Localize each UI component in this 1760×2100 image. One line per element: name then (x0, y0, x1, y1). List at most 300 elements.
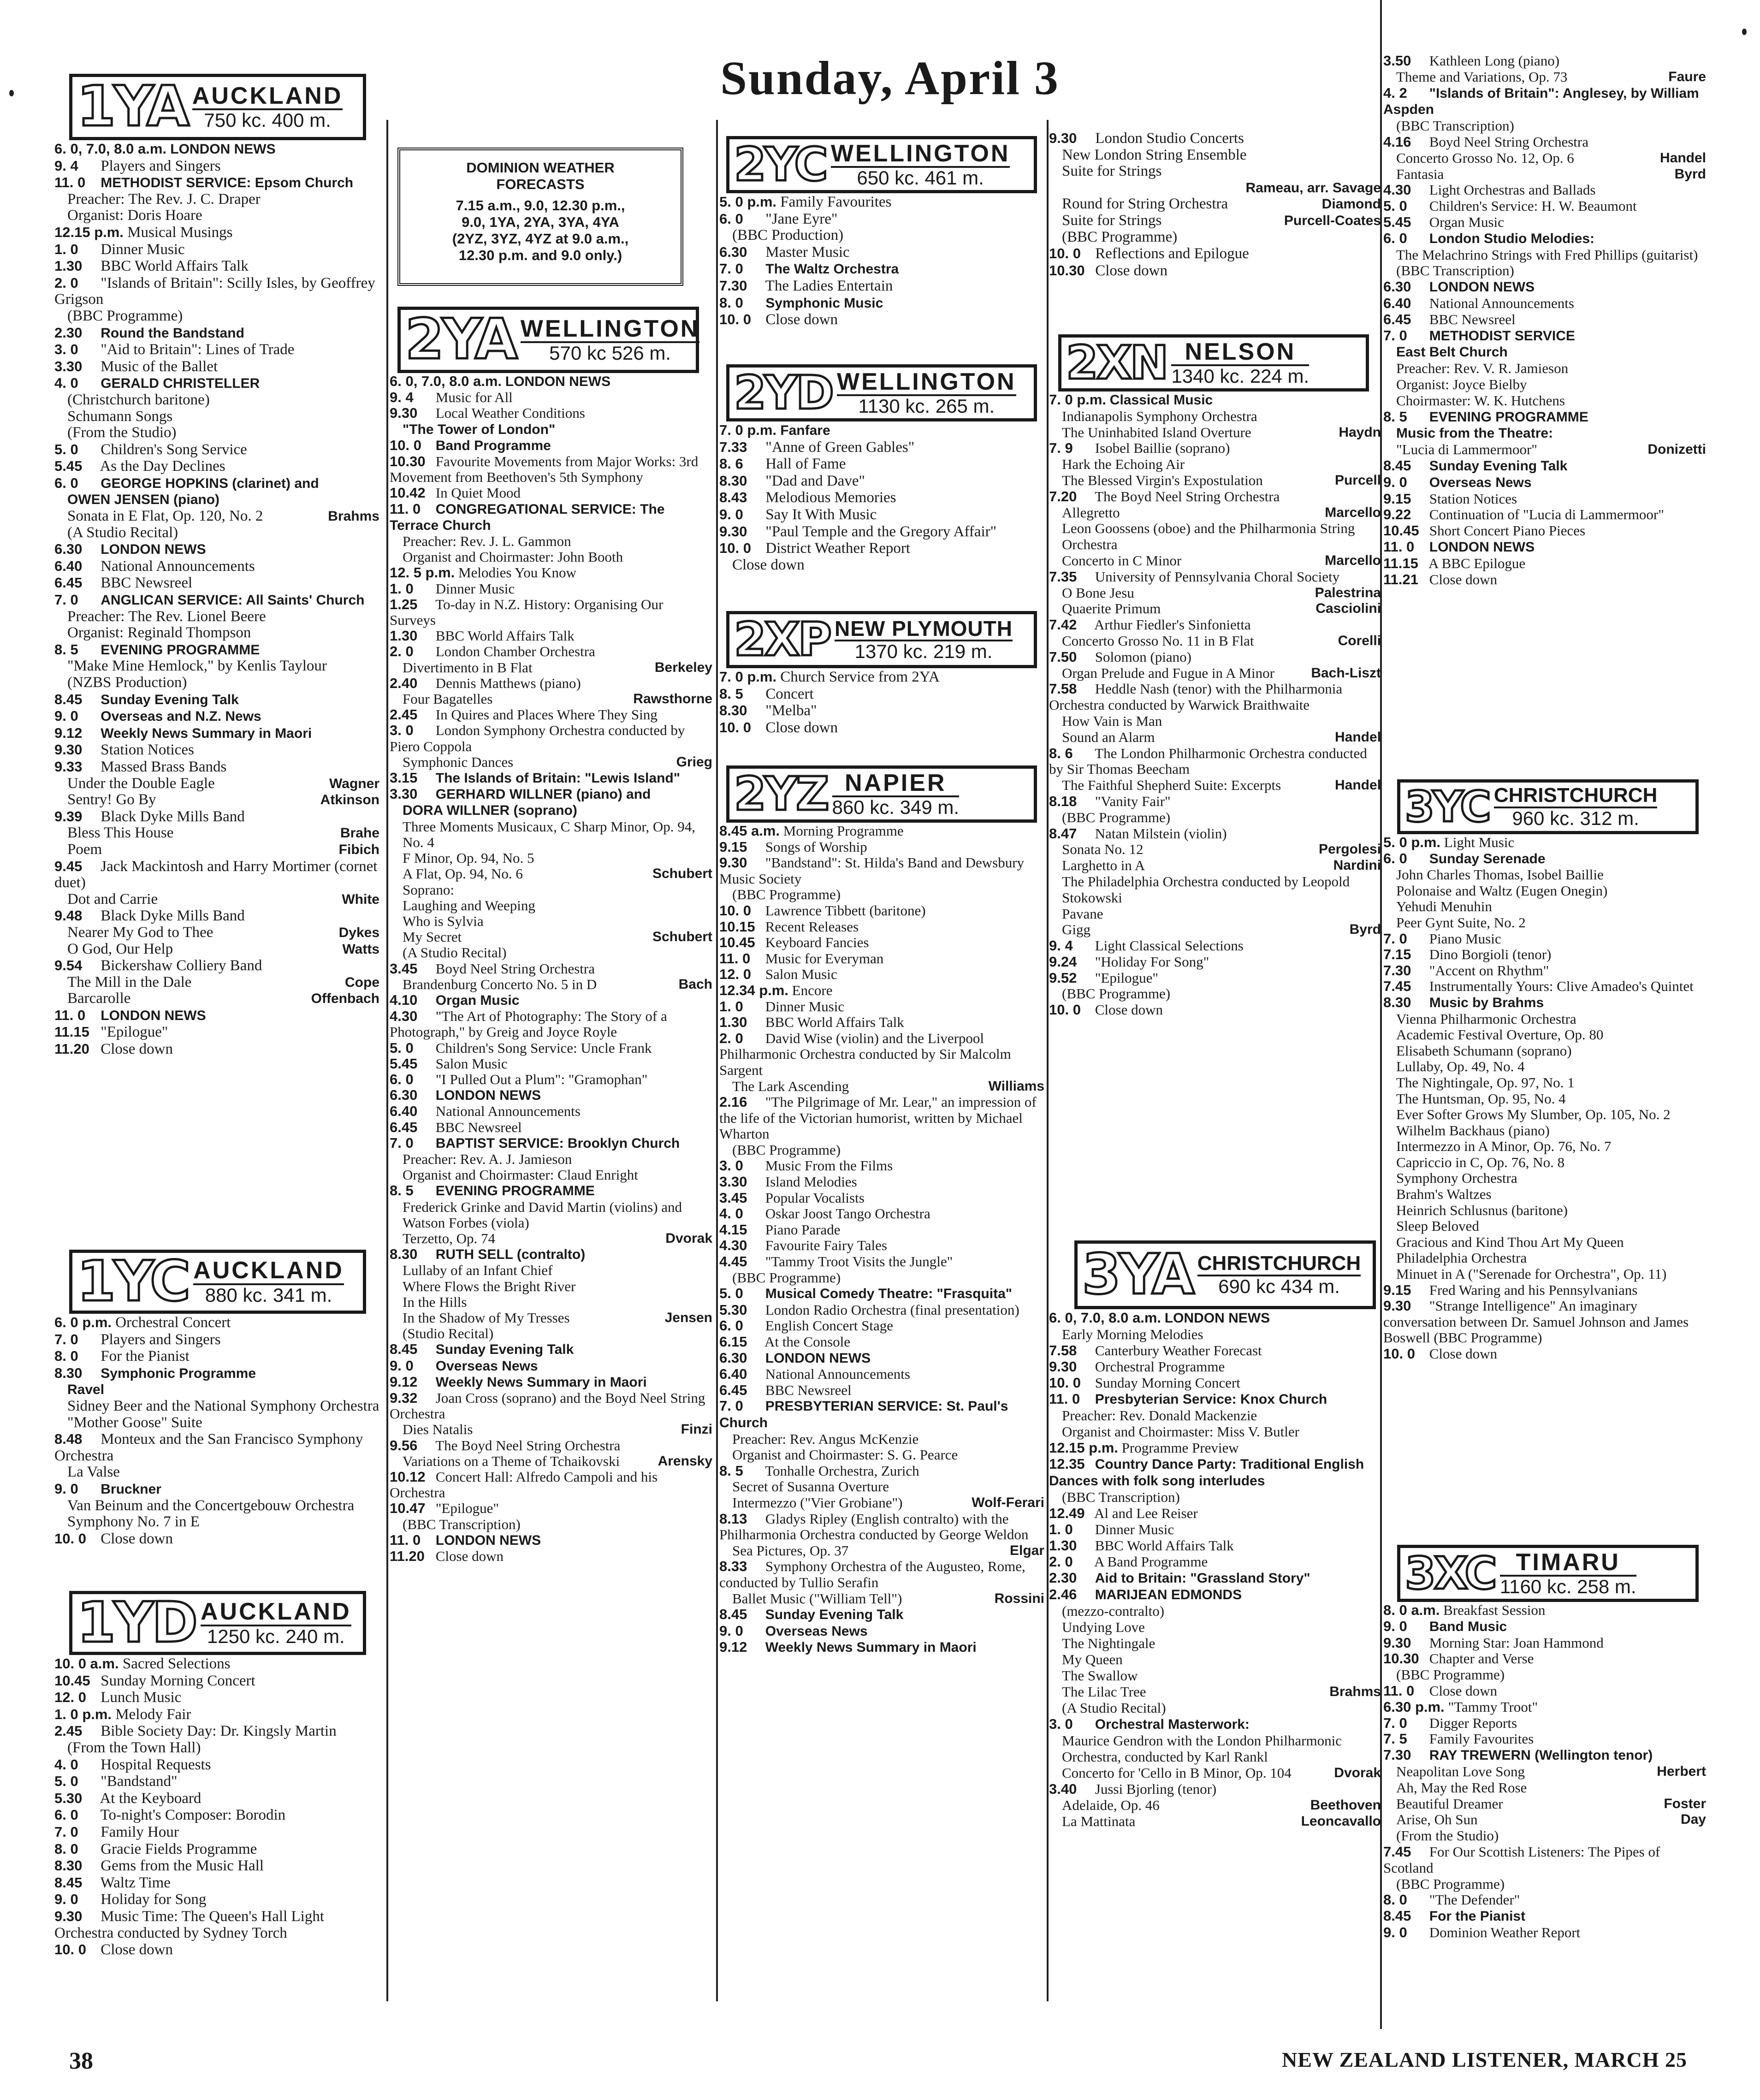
composer-name: Dvorak (665, 1230, 712, 1246)
programme-entry (719, 702, 1044, 719)
programme-entry (54, 441, 379, 458)
programme-time: 9.45 (54, 858, 83, 874)
programme-title: Rameau, arr. Savage (1245, 180, 1381, 196)
programme-time: 9. 4 (390, 389, 414, 406)
programme-entry (1049, 1456, 1381, 1489)
programme-listing-2yd (719, 422, 1044, 573)
programme-time: 6.15 (719, 1334, 747, 1350)
programme-title: BBC Newsreel (765, 1382, 852, 1398)
programme-title: Close down (101, 1941, 173, 1958)
programme-time: 9.30 (54, 1908, 83, 1924)
programme-title: Digger Reports (1429, 1714, 1517, 1731)
programme-entry (1049, 1391, 1381, 1407)
programme-entry (719, 1382, 1044, 1399)
programme-title: Music for All (435, 389, 513, 406)
programme-entry (719, 839, 1044, 855)
programme-entry (1383, 1892, 1706, 1908)
programme-entry (719, 540, 1044, 557)
programme-title: Preacher: Rev. V. R. Jamieson (1396, 360, 1569, 377)
programme-title: Encore (792, 982, 833, 998)
programme-time: 7. 0 (1383, 930, 1407, 947)
column-rule (386, 120, 388, 2001)
programme-entry (719, 523, 1044, 540)
programme-time: 11. 0 (54, 1007, 86, 1023)
programme-entry (54, 141, 379, 158)
programme-time: 10. 0 (719, 902, 751, 919)
programme-title: Symphony Orchestra (1396, 1170, 1517, 1186)
composer-name: Wolf-Ferari (972, 1495, 1044, 1510)
programme-time: 4. 0 (719, 1205, 743, 1222)
programme-title: Sunday Evening Talk (435, 1342, 574, 1358)
programme-title: Chapter and Verse (1429, 1650, 1534, 1667)
programme-title: Presbyterian Service: Knox Church (1095, 1392, 1327, 1407)
station-frequency: 880 kc. 341 m. (193, 1283, 344, 1305)
programme-entry (54, 392, 379, 409)
programme-entry (390, 1341, 712, 1358)
programme-time: 6. 0 (54, 1807, 78, 1823)
programme-entry (54, 174, 379, 191)
programme-entry (719, 439, 1044, 456)
programme-time: 6. 0, 7.0, 8.0 a.m. (1049, 1310, 1161, 1326)
programme-time: 1.30 (54, 258, 83, 274)
programme-time: 8.45 (54, 1874, 83, 1891)
programme-entry (54, 1382, 379, 1398)
programme-time: 12.34 p.m. (719, 982, 788, 998)
programme-time: 6. 0 p.m. (54, 1314, 112, 1330)
programme-time: 8. 6 (1049, 745, 1073, 761)
programme-title: Music by Brahms (1429, 995, 1544, 1010)
programme-entry (719, 1495, 1044, 1511)
programme-title: Leon Goossens (oboe) and the Philharmonia String Orchestra (1062, 520, 1359, 553)
programme-time: 6. 0 (1383, 230, 1407, 246)
programme-title: Preacher: Rev. J. L. Gammon (403, 533, 571, 550)
programme-title: (A Studio Recital) (1062, 1700, 1166, 1716)
programme-entry (1049, 229, 1381, 246)
programme-entry (719, 1031, 1044, 1079)
programme-title: Wilhelm Backhaus (piano) (1396, 1122, 1550, 1139)
station-call-sign: 1YD (77, 1590, 196, 1655)
programme-entry (1049, 473, 1381, 489)
programme-time: 8.45 (390, 1341, 418, 1358)
programme-title: Light Classical Selections (1095, 937, 1244, 954)
programme-title: Organ Prelude and Fugue in A Minor (1062, 664, 1274, 681)
programme-entry (1049, 213, 1381, 229)
programme-title: Organist and Choirmaster: S. G. Pearce (732, 1447, 958, 1463)
programme-title: Indianapolis Symphony Orchestra (1062, 408, 1257, 424)
programme-time: 9. 0 (1383, 1924, 1407, 1940)
composer-name: Leoncavallo (1301, 1814, 1381, 1829)
print-speck (9, 90, 14, 96)
programme-entry (1049, 1797, 1381, 1813)
programme-entry (1383, 442, 1706, 458)
programme-title: "Anne of Green Gables" (765, 439, 915, 456)
programme-entry (1049, 1765, 1381, 1781)
programme-listing-2yz (719, 823, 1044, 1656)
programme-entry (1049, 553, 1381, 569)
composer-name: Wagner (329, 776, 379, 791)
programme-entry (1049, 521, 1381, 553)
programme-title: Terzetto, Op. 74 (403, 1230, 495, 1246)
programme-time: 7. 5 (1383, 1731, 1407, 1747)
programme-time: 9.52 (1049, 969, 1077, 986)
programme-entry (1383, 409, 1706, 426)
programme-entry (719, 1174, 1044, 1190)
programme-entry (390, 707, 712, 723)
programme-title: Symphonic Music (765, 295, 883, 311)
programme-title: Canterbury Weather Forecast (1095, 1342, 1262, 1358)
programme-entry (54, 1740, 379, 1756)
programme-title: The Islands of Britain: "Lewis Island" (435, 771, 680, 786)
programme-time: 10.42 (390, 485, 426, 501)
programme-time: 9. 0 (1383, 1618, 1407, 1634)
programme-time: 10.45 (719, 934, 755, 951)
programme-title: METHODIST SERVICE: Epsom Church (101, 175, 354, 191)
programme-title: Sleep Beloved (1396, 1218, 1479, 1234)
programme-entry (1383, 572, 1706, 588)
programme-title: Overseas News (765, 1623, 868, 1639)
programme-entry (390, 1087, 712, 1103)
composer-name: Brahms (1329, 1684, 1381, 1699)
programme-time: 9. 0 (1383, 474, 1407, 490)
programme-time: 12. 0 (719, 966, 751, 983)
programme-entry (1049, 794, 1381, 810)
programme-entry (1383, 1699, 1706, 1715)
programme-entry (1049, 617, 1381, 633)
composer-name: Rawsthorne (633, 691, 712, 707)
programme-entry (54, 592, 379, 609)
programme-title: "Melba" (765, 702, 817, 719)
programme-title: Four Bagatelles (403, 691, 493, 707)
composer-name: Haydn (1339, 424, 1381, 440)
programme-title: Suite for Strings (1062, 163, 1162, 180)
programme-entry (54, 925, 379, 941)
programme-time: 2.30 (54, 324, 83, 341)
programme-title: Dennis Matthews (piano) (435, 675, 581, 691)
programme-entry (719, 1479, 1044, 1495)
programme-title: Favourite Fairy Tales (765, 1237, 887, 1254)
programme-title: Polonaise and Waltz (Eugen Onegin) (1396, 882, 1608, 899)
programme-time: 1. 0 (1049, 1521, 1073, 1537)
page-number: 38 (69, 2048, 93, 2074)
composer-name: Bach (678, 976, 712, 992)
programme-entry (54, 1807, 379, 1824)
programme-entry (1383, 1828, 1706, 1844)
programme-entry (1049, 665, 1381, 682)
programme-entry (1383, 1925, 1706, 1941)
programme-time: 7.33 (719, 439, 747, 455)
programme-entry (390, 929, 712, 945)
programme-entry (1049, 163, 1381, 180)
station-call-sign: 2YC (734, 137, 826, 191)
programme-title: Concert Hall: Alfredo Campoli and his Orchestra (390, 1469, 661, 1501)
programme-entry (54, 375, 379, 392)
programme-title: Quaerite Primum (1062, 600, 1161, 617)
programme-title: Popular Vocalists (765, 1189, 865, 1206)
programme-title: My Queen (1062, 1651, 1123, 1667)
programme-entry (1049, 1732, 1381, 1765)
programme-time: 11. 0 (1383, 538, 1415, 555)
composer-name: Schubert (652, 929, 712, 945)
station-header-1yd (69, 1591, 366, 1655)
programme-time: 10.12 (390, 1469, 426, 1485)
programme-title: "The Pilgrimage of Mr. Lear," an impression of the life of the Victorian humorist, written by Michael Wharton (719, 1094, 1040, 1142)
programme-entry (1383, 1619, 1706, 1635)
programme-title: Gracie Fields Programme (101, 1840, 257, 1857)
programme-entry (1049, 1651, 1381, 1667)
programme-title: Local Weather Conditions (435, 405, 585, 421)
programme-entry (54, 625, 379, 641)
programme-entry (390, 1072, 712, 1087)
programme-time: 9.30 (1049, 1358, 1077, 1375)
programme-entry (719, 967, 1044, 983)
programme-entry (1383, 393, 1706, 409)
programme-time: 8.13 (719, 1510, 747, 1527)
programme-title: GEORGE HOPKINS (clarinet) and (101, 475, 319, 491)
programme-entry (1383, 1812, 1706, 1828)
programme-title: La Mattinata (1062, 1813, 1136, 1829)
programme-title: To-night's Composer: Borodin (100, 1807, 286, 1824)
programme-entry (1383, 883, 1706, 899)
programme-entry (1049, 1358, 1381, 1375)
programme-title: Jack Mackintosh and Harry Mortimer (cornet duet) (54, 858, 381, 891)
programme-time: 6. 0, 7.0, 8.0 a.m. (390, 373, 502, 389)
programme-time: 3. 0 (54, 341, 78, 358)
programme-time: 6.30 (719, 1349, 747, 1366)
programme-title: "Islands of Britain": Anglesey, by William Aspden (1383, 85, 1702, 118)
programme-time: 8.30 (1383, 994, 1411, 1010)
composer-name: Purcell (1334, 472, 1381, 488)
composer-name: Bach-Liszt (1311, 665, 1381, 681)
programme-listing-3yc (1383, 835, 1706, 1362)
programme-title: Band Music (1429, 1619, 1507, 1634)
print-speck (1742, 29, 1747, 35)
programme-entry (1049, 1505, 1381, 1521)
programme-entry (1049, 1813, 1381, 1829)
programme-time: 6.40 (719, 1366, 747, 1382)
programme-title: Barcarolle (67, 990, 131, 1007)
programme-time: 9. 4 (54, 157, 78, 174)
programme-time: 9.30 (390, 405, 418, 421)
programme-title: Divertimento in B Flat (403, 659, 533, 676)
programme-entry (390, 1056, 712, 1072)
programme-time: 1. 0 p.m. (54, 1706, 112, 1722)
programme-title: (NZBS Production) (67, 674, 187, 691)
programme-title: LONDON NEWS (1429, 279, 1535, 295)
programme-title: University of Pennsylvania Choral Society (1095, 568, 1340, 585)
weather-forecast-box (397, 148, 683, 286)
programme-title: Joan Cross (soprano) and the Boyd Neel String Orchestra (390, 1390, 709, 1422)
programme-title: Organist and Choirmaster: John Booth (403, 549, 623, 565)
programme-entry (390, 723, 712, 754)
programme-entry (390, 1501, 712, 1516)
programme-time: 7. 9 (1049, 440, 1073, 457)
composer-name: Corelli (1338, 633, 1381, 648)
programme-entry (390, 1422, 712, 1437)
programme-title: Station Notices (1429, 490, 1517, 507)
programme-title: LONDON NEWS (435, 1532, 541, 1548)
programme-time: 11. 0 (1383, 1682, 1415, 1699)
programme-time: 11.20 (390, 1548, 425, 1565)
programme-title: Recent Releases (765, 918, 859, 935)
programme-title: Station Notices (101, 742, 194, 759)
composer-name: Marcello (1325, 504, 1381, 520)
programme-title: Heinrich Schlusnus (baritone) (1396, 1202, 1568, 1218)
programme-entry (719, 1623, 1044, 1640)
composer-name: Foster (1664, 1796, 1706, 1811)
programme-title: Concert (765, 685, 814, 702)
programme-entry (54, 641, 379, 658)
programme-title: Organist: Joyce Bielby (1396, 376, 1527, 392)
weather-line: 7.15 a.m., 9.0, 12.30 p.m., (456, 197, 625, 214)
programme-entry (54, 158, 379, 175)
programme-entry (1049, 1603, 1381, 1619)
programme-title: "Jane Eyre" (765, 210, 838, 227)
programme-entry (54, 1706, 379, 1723)
programme-entry (719, 983, 1044, 999)
programme-time: 6. 0 (719, 1317, 743, 1334)
programme-entry (719, 211, 1044, 228)
programme-entry (1383, 1043, 1706, 1059)
programme-entry (54, 691, 379, 708)
programme-time: 8. 5 (1383, 408, 1407, 425)
programme-entry (390, 1532, 712, 1548)
programme-entry (719, 855, 1044, 887)
programme-entry (1383, 1011, 1706, 1027)
programme-title: EVENING PROGRAMME (1429, 409, 1588, 425)
programme-time: 8. 6 (719, 456, 743, 472)
programme-title: Close down (765, 719, 838, 736)
programme-entry (719, 1543, 1044, 1559)
programme-entry (1049, 196, 1381, 213)
programme-title: LONDON NEWS (435, 1088, 541, 1103)
station-call-sign: 3YC (1405, 782, 1489, 831)
programme-title: "The Tower of London" (403, 421, 556, 437)
programme-title: The Lilac Tree (1062, 1684, 1146, 1700)
programme-entry (1383, 1667, 1706, 1683)
programme-entry (390, 770, 712, 786)
programme-entry (1049, 730, 1381, 746)
station-call-sign: 1YC (77, 1249, 189, 1314)
programme-title: Organist and Choirmaster: Claud Enright (403, 1167, 638, 1183)
station-city: NELSON (1185, 338, 1296, 365)
programme-time: 12.15 p.m. (1049, 1440, 1118, 1456)
programme-time: 9.54 (54, 957, 83, 974)
programme-time: 10. 0 (719, 540, 751, 557)
programme-time: 3. 0 (390, 722, 414, 739)
programme-entry (1383, 507, 1706, 523)
programme-time: 9.32 (390, 1390, 418, 1406)
programme-title: (BBC Programme) (732, 1141, 841, 1158)
programme-entry (390, 549, 712, 565)
programme-time: 2. 0 (1049, 1554, 1073, 1570)
programme-time: 9.12 (390, 1373, 418, 1390)
programme-time: 8. 0 (54, 1840, 78, 1857)
programme-entry (719, 1334, 1044, 1350)
programme-title: Secret of Susanna Overture (732, 1478, 889, 1495)
programme-time: 1. 0 (390, 580, 414, 597)
programme-title: Concerto in C Minor (1062, 552, 1182, 569)
programme-entry (54, 409, 379, 425)
programme-time: 4. 2 (1383, 84, 1407, 101)
programme-title: Short Concert Piano Pieces (1429, 522, 1586, 539)
programme-time: 8.43 (719, 489, 747, 506)
programme-entry (1049, 938, 1381, 954)
programme-time: 3. 0 (719, 1157, 743, 1174)
programme-time: 8. 0 a.m. (1383, 1602, 1440, 1618)
programme-title: LONDON NEWS (505, 374, 611, 389)
programme-title: EVENING PROGRAMME (435, 1183, 595, 1199)
programme-title: Light Orchestras and Ballads (1429, 182, 1596, 198)
programme-title: LONDON NEWS (101, 1008, 206, 1023)
programme-entry (1383, 214, 1706, 231)
programme-entry (719, 1206, 1044, 1222)
programme-title: (Studio Recital) (403, 1325, 494, 1342)
programme-title: "Strange Intelligence" An imaginary conversation between Dr. Samuel Johnson and James Boswell (BBC Programme) (1383, 1298, 1692, 1346)
programme-entry (1383, 1203, 1706, 1219)
programme-entry (54, 808, 379, 825)
programme-time: 7. 0 (54, 592, 78, 608)
programme-title: (BBC Programme) (1062, 228, 1178, 245)
programme-entry (390, 390, 712, 405)
programme-entry (1049, 1586, 1381, 1603)
composer-name: Grieg (676, 754, 712, 770)
composer-name: Nardini (1333, 858, 1381, 873)
programme-time: 7.30 (719, 277, 747, 294)
programme-title: (From the Town Hall) (67, 1739, 201, 1756)
programme-entry (1383, 377, 1706, 393)
programme-title: BBC World Affairs Talk (101, 258, 249, 275)
programme-entry (1049, 842, 1381, 858)
programme-listing-1yd (54, 1655, 379, 1958)
programme-entry (1049, 245, 1381, 262)
programme-entry (1383, 53, 1706, 69)
programme-entry (54, 1891, 379, 1908)
programme-entry (719, 669, 1044, 686)
programme-entry (1383, 1346, 1706, 1362)
programme-entry (390, 882, 712, 898)
programme-time: 10. 0 (1383, 1346, 1415, 1362)
programme-title: Organ Music (1429, 214, 1504, 230)
programme-time: 10. 0 (54, 1530, 86, 1547)
programme-time: 8.45 (1383, 457, 1411, 474)
composer-name: Atkinson (320, 792, 379, 808)
programme-title: National Announcements (1429, 295, 1574, 311)
programme-time: 5. 0 (390, 1039, 414, 1056)
station-call-sign: 3YA (1082, 1242, 1193, 1307)
programme-time: 1.25 (390, 596, 418, 612)
programme-title: Ravel (67, 1382, 105, 1398)
programme-time: 6.45 (1383, 311, 1411, 327)
programme-title: Intermezzo ("Vier Grobiane") (732, 1494, 903, 1511)
programme-title: Family Favourites (1429, 1731, 1534, 1747)
programme-title: London Chamber Orchestra (435, 643, 595, 660)
programme-time: 5. 0 p.m. (719, 194, 777, 210)
programme-entry (390, 1231, 712, 1246)
programme-entry (54, 1041, 379, 1058)
composer-name: Elgar (1009, 1542, 1044, 1558)
station-city: WELLINGTON (837, 368, 1016, 395)
programme-time: 10. 0 (1049, 1002, 1081, 1018)
programme-title: At the Console (764, 1334, 851, 1350)
programme-time: 9.15 (719, 838, 747, 855)
programme-title: District Weather Report (765, 540, 911, 557)
programme-title: (BBC Programme) (1062, 809, 1171, 825)
programme-entry (719, 1559, 1044, 1590)
programme-entry (1049, 1554, 1381, 1570)
station-frequency: 960 kc. 312 m. (1494, 807, 1657, 829)
station-frequency: 1370 kc. 219 m. (835, 640, 1013, 662)
programme-time: 7. 0 (54, 1331, 78, 1347)
